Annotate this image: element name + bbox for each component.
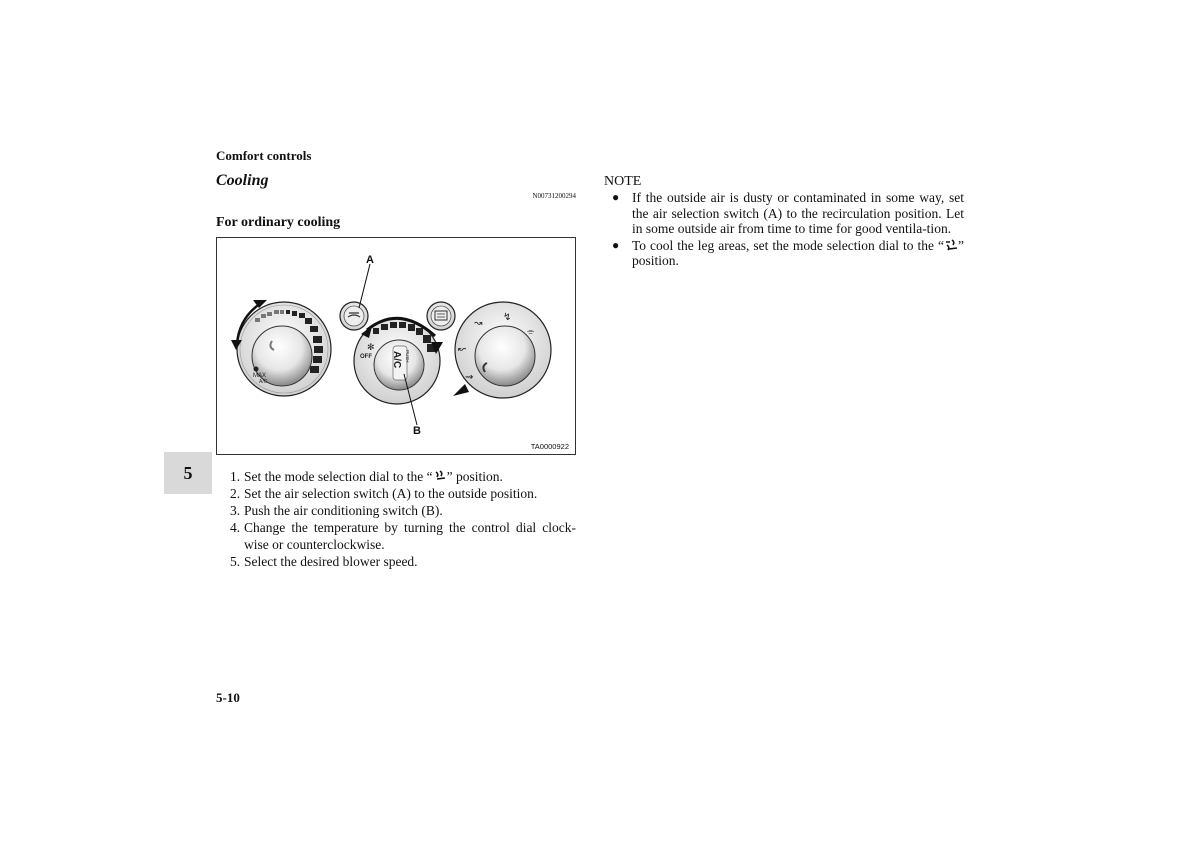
list-item [612, 190, 964, 237]
foot-icon: ↜ [458, 344, 467, 355]
face-and-floor-vent-icon [944, 239, 958, 251]
list-item [230, 553, 576, 570]
procedure-steps [230, 468, 576, 570]
step-number: 1. [230, 469, 241, 484]
label-a: A [366, 254, 374, 266]
step-number: 2. [230, 486, 241, 501]
list-item [612, 237, 964, 269]
note-title: NOTE [604, 174, 642, 189]
mode-selection-dial[interactable] [453, 302, 551, 398]
bullet-icon: ● [612, 237, 620, 252]
max-text: MAX [253, 373, 267, 379]
fan-icon: ✻ [367, 343, 375, 353]
section-subtitle: Cooling [216, 172, 269, 189]
list-item [230, 485, 576, 502]
air-selection-switch[interactable] [340, 302, 368, 330]
procedure-heading: For ordinary cooling [216, 215, 341, 230]
arrow-pointer-icon [453, 384, 469, 396]
step-text: Select the desired blower speed. [244, 554, 418, 569]
climate-control-figure [216, 237, 576, 455]
blower-dial[interactable] [354, 318, 443, 404]
bullet-icon: ● [612, 190, 620, 204]
figure-code: TA0000922 [530, 442, 569, 451]
step-number: 3. [230, 503, 241, 518]
defrost-icon: ⌯ [527, 327, 535, 337]
step-text: Set the air selection switch (A) to the outside position. [244, 486, 538, 501]
document-code: N00731200294 [532, 192, 576, 200]
list-item [230, 502, 576, 519]
step-text: Change the temperature by turning the control dial clock-wise or counterclockwise. [244, 520, 576, 552]
push-text: PUSH [405, 350, 410, 363]
step-number: 4. [230, 520, 241, 535]
note-text-before: To cool the leg areas, set the mode selection dial to the “ [632, 237, 944, 253]
note-text: If the outside air is dusty or contaminated in some way, set the air selection switch (A) to the recirculation position. Let in some outside air from time to time for good ventila-tion. [632, 190, 964, 236]
list-item [230, 519, 576, 553]
bi-level-icon: ↯ [503, 312, 512, 323]
max-ac-text: A/C [259, 379, 268, 385]
foot-defrost-icon: ⇝ [465, 372, 474, 383]
floor-vent-icon [433, 470, 447, 482]
step-text: Push the air conditioning switch (B). [244, 503, 443, 518]
rear-defogger-switch[interactable] [427, 302, 455, 330]
climate-control-illustration [217, 238, 577, 456]
note-text-after: ” position. [632, 237, 964, 268]
step-text-after: ” position. [446, 469, 503, 484]
face-vent-icon: ↝ [474, 318, 483, 329]
page-number: 5-10 [216, 690, 240, 705]
step-number: 5. [230, 554, 241, 569]
step-text-before: Set the mode selection dial to the “ [244, 469, 433, 484]
note-list [612, 190, 964, 269]
section-header: Comfort controls [216, 148, 312, 163]
chapter-tab: 5 [164, 452, 212, 494]
label-b: B [413, 425, 421, 437]
temperature-dial[interactable] [231, 300, 331, 396]
ac-button-text: A/C [391, 351, 402, 369]
list-item [230, 468, 576, 485]
off-text: OFF [360, 354, 372, 360]
